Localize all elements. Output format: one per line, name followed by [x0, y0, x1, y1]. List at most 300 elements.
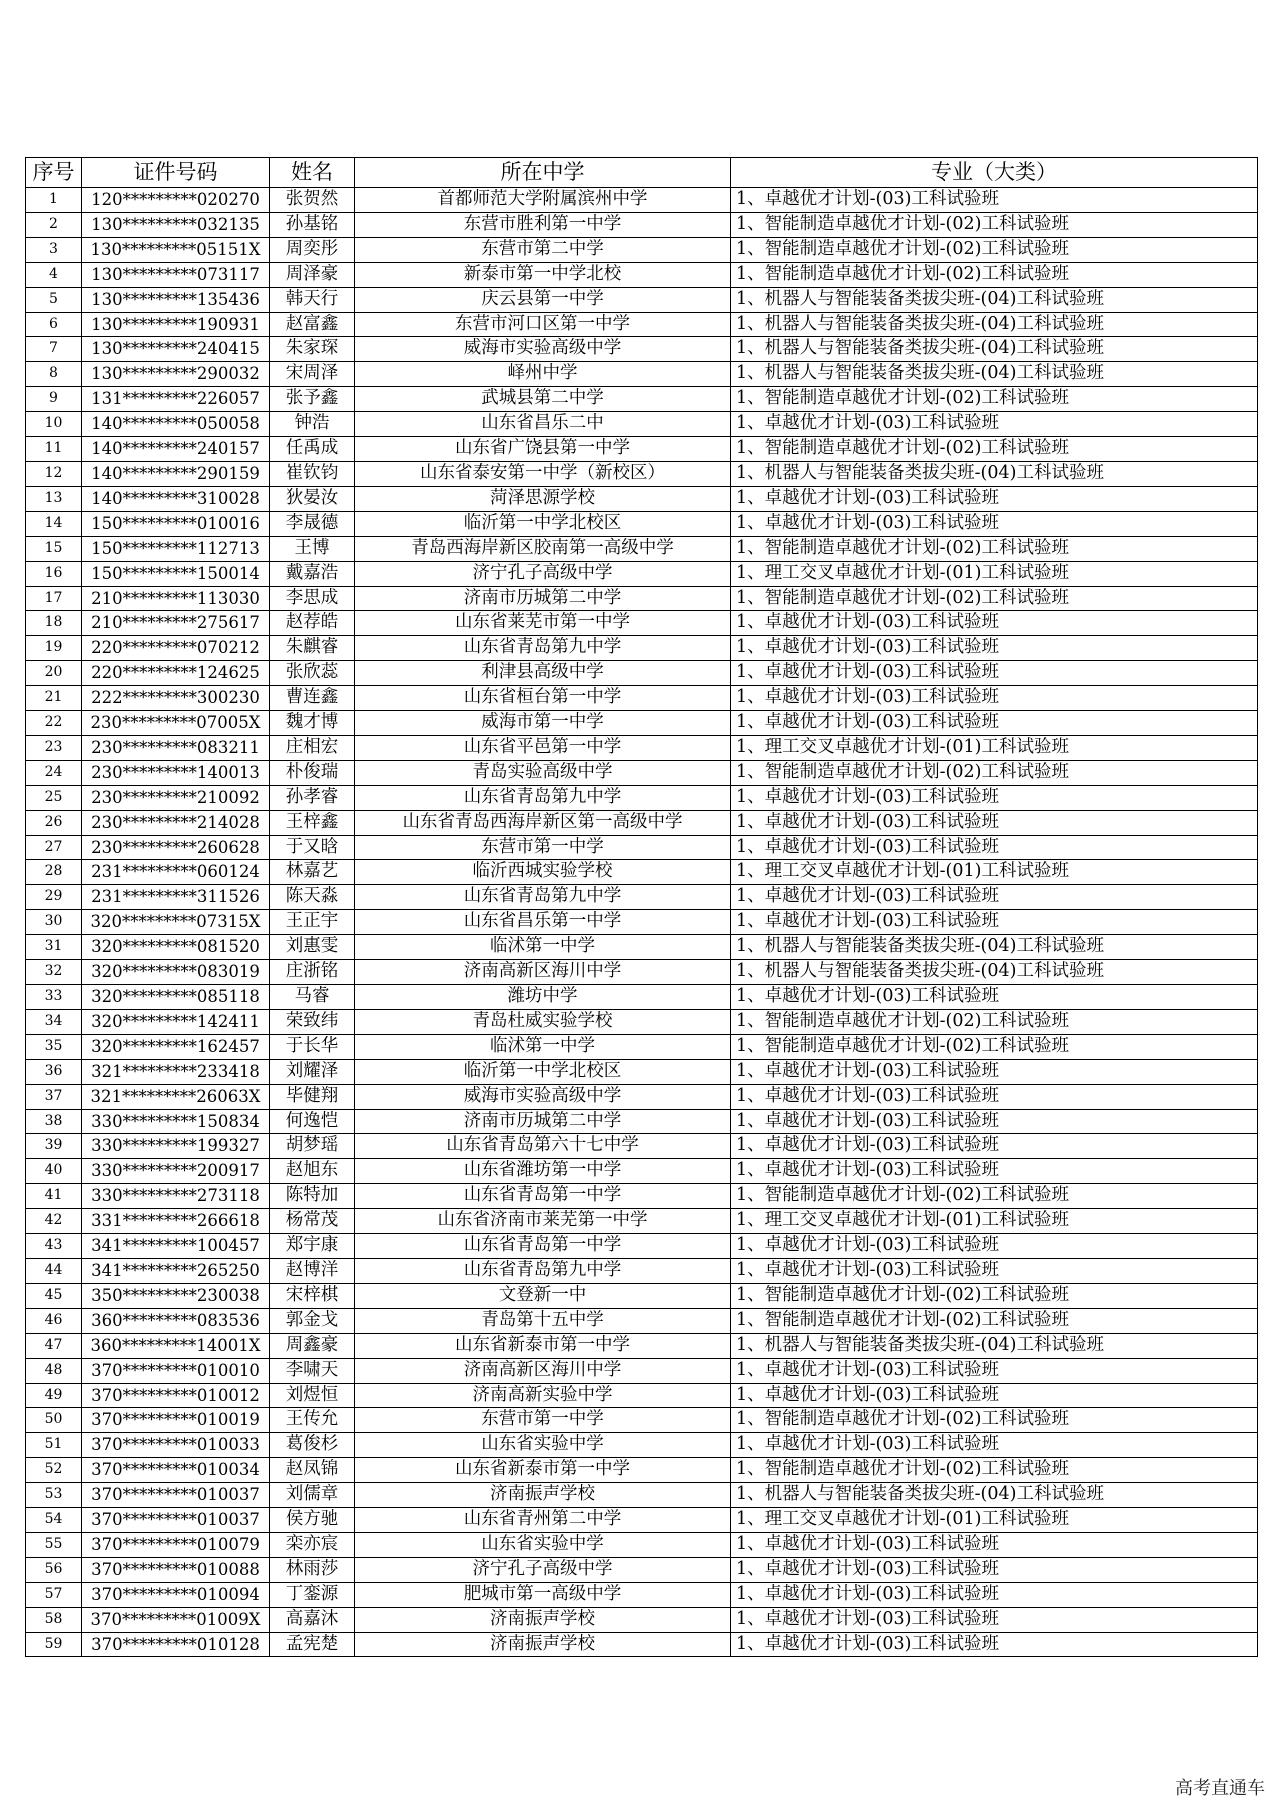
table-row — [26, 760, 1258, 785]
cell-id-number: 370*********010012 — [82, 1383, 270, 1408]
cell-name: 于长华 — [270, 1034, 355, 1059]
cell-major: 1、智能制造卓越优才计划-(02)工科试验班 — [731, 1034, 1258, 1059]
cell-name: 赵富鑫 — [270, 312, 355, 337]
cell-major: 1、卓越优才计划-(03)工科试验班 — [731, 1433, 1258, 1458]
cell-id-number: 230*********083211 — [82, 735, 270, 760]
cell-major: 1、卓越优才计划-(03)工科试验班 — [731, 1134, 1258, 1159]
cell-id-number: 330*********273118 — [82, 1184, 270, 1209]
cell-name: 刘煜恒 — [270, 1383, 355, 1408]
cell-major: 1、智能制造卓越优才计划-(02)工科试验班 — [731, 1308, 1258, 1333]
cell-seq: 2 — [26, 212, 82, 237]
cell-seq: 39 — [26, 1134, 82, 1159]
cell-major: 1、卓越优才计划-(03)工科试验班 — [731, 810, 1258, 835]
cell-school: 青岛杜威实验学校 — [355, 1009, 731, 1034]
cell-name: 周泽豪 — [270, 262, 355, 287]
cell-name: 崔钦钧 — [270, 461, 355, 486]
cell-major: 1、卓越优才计划-(03)工科试验班 — [731, 661, 1258, 686]
cell-major: 1、卓越优才计划-(03)工科试验班 — [731, 1084, 1258, 1109]
cell-seq: 48 — [26, 1358, 82, 1383]
cell-seq: 18 — [26, 611, 82, 636]
cell-name: 朱家琛 — [270, 337, 355, 362]
cell-id-number: 210*********275617 — [82, 611, 270, 636]
cell-name: 刘惠雯 — [270, 935, 355, 960]
cell-seq: 16 — [26, 561, 82, 586]
cell-id-number: 320*********07315X — [82, 910, 270, 935]
cell-school: 临沂西城实验学校 — [355, 860, 731, 885]
cell-seq: 10 — [26, 412, 82, 437]
cell-seq: 53 — [26, 1483, 82, 1508]
cell-major: 1、卓越优才计划-(03)工科试验班 — [731, 412, 1258, 437]
cell-school: 文登新一中 — [355, 1283, 731, 1308]
cell-id-number: 360*********14001X — [82, 1333, 270, 1358]
table-row — [26, 212, 1258, 237]
cell-school: 山东省泰安第一中学（新校区） — [355, 461, 731, 486]
cell-school: 临沭第一中学 — [355, 1034, 731, 1059]
cell-id-number: 321*********233418 — [82, 1059, 270, 1084]
table-row — [26, 461, 1258, 486]
cell-school: 山东省青岛第六十七中学 — [355, 1134, 731, 1159]
cell-seq: 28 — [26, 860, 82, 885]
cell-seq: 56 — [26, 1557, 82, 1582]
cell-id-number: 320*********085118 — [82, 985, 270, 1010]
cell-name: 周鑫豪 — [270, 1333, 355, 1358]
cell-id-number: 140*********240157 — [82, 437, 270, 462]
cell-school: 山东省济南市莱芜第一中学 — [355, 1209, 731, 1234]
cell-major: 1、智能制造卓越优才计划-(02)工科试验班 — [731, 586, 1258, 611]
cell-major: 1、卓越优才计划-(03)工科试验班 — [731, 1582, 1258, 1607]
cell-major: 1、卓越优才计划-(03)工科试验班 — [731, 1632, 1258, 1657]
cell-seq: 27 — [26, 835, 82, 860]
cell-major: 1、卓越优才计划-(03)工科试验班 — [731, 188, 1258, 213]
header-school: 所在中学 — [355, 158, 731, 188]
cell-seq: 44 — [26, 1258, 82, 1283]
cell-id-number: 370*********010037 — [82, 1508, 270, 1533]
cell-major: 1、智能制造卓越优才计划-(02)工科试验班 — [731, 237, 1258, 262]
cell-school: 山东省青岛第一中学 — [355, 1234, 731, 1259]
table-row — [26, 1358, 1258, 1383]
table-row — [26, 1109, 1258, 1134]
cell-school: 庆云县第一中学 — [355, 287, 731, 312]
cell-school: 东营市第一中学 — [355, 835, 731, 860]
cell-school: 青岛第十五中学 — [355, 1308, 731, 1333]
cell-seq: 30 — [26, 910, 82, 935]
cell-major: 1、卓越优才计划-(03)工科试验班 — [731, 1234, 1258, 1259]
cell-major: 1、卓越优才计划-(03)工科试验班 — [731, 785, 1258, 810]
table-row — [26, 860, 1258, 885]
cell-name: 侯方驰 — [270, 1508, 355, 1533]
cell-name: 宋周泽 — [270, 362, 355, 387]
cell-school: 山东省实验中学 — [355, 1433, 731, 1458]
cell-name: 庄浙铭 — [270, 960, 355, 985]
cell-school: 山东省新泰市第一中学 — [355, 1333, 731, 1358]
cell-school: 济南市历城第二中学 — [355, 1109, 731, 1134]
cell-seq: 13 — [26, 486, 82, 511]
cell-seq: 17 — [26, 586, 82, 611]
cell-seq: 24 — [26, 760, 82, 785]
cell-name: 郭金戈 — [270, 1308, 355, 1333]
cell-id-number: 120*********020270 — [82, 188, 270, 213]
table-row — [26, 1034, 1258, 1059]
cell-id-number: 140*********050058 — [82, 412, 270, 437]
cell-school: 临沭第一中学 — [355, 935, 731, 960]
cell-seq: 45 — [26, 1283, 82, 1308]
cell-seq: 8 — [26, 362, 82, 387]
cell-name: 林雨莎 — [270, 1557, 355, 1582]
table-header-row — [26, 158, 1258, 188]
cell-name: 魏才博 — [270, 711, 355, 736]
cell-id-number: 220*********124625 — [82, 661, 270, 686]
cell-major: 1、卓越优才计划-(03)工科试验班 — [731, 1383, 1258, 1408]
cell-id-number: 222*********300230 — [82, 686, 270, 711]
cell-id-number: 130*********240415 — [82, 337, 270, 362]
cell-name: 曹连鑫 — [270, 686, 355, 711]
cell-major: 1、卓越优才计划-(03)工科试验班 — [731, 910, 1258, 935]
cell-seq: 35 — [26, 1034, 82, 1059]
table-row — [26, 1557, 1258, 1582]
cell-school: 威海市实验高级中学 — [355, 1084, 731, 1109]
table-row — [26, 237, 1258, 262]
table-row — [26, 1433, 1258, 1458]
cell-major: 1、智能制造卓越优才计划-(02)工科试验班 — [731, 760, 1258, 785]
cell-school: 东营市第二中学 — [355, 237, 731, 262]
table-row — [26, 1532, 1258, 1557]
cell-major: 1、智能制造卓越优才计划-(02)工科试验班 — [731, 1408, 1258, 1433]
cell-seq: 54 — [26, 1508, 82, 1533]
cell-id-number: 150*********112713 — [82, 536, 270, 561]
cell-seq: 43 — [26, 1234, 82, 1259]
cell-name: 赵荐皓 — [270, 611, 355, 636]
cell-id-number: 370*********010037 — [82, 1483, 270, 1508]
cell-seq: 34 — [26, 1009, 82, 1034]
cell-name: 丁銮源 — [270, 1582, 355, 1607]
table-row — [26, 486, 1258, 511]
cell-name: 葛俊杉 — [270, 1433, 355, 1458]
table-row — [26, 1184, 1258, 1209]
cell-name: 张欣蕊 — [270, 661, 355, 686]
cell-major: 1、智能制造卓越优才计划-(02)工科试验班 — [731, 1283, 1258, 1308]
cell-seq: 40 — [26, 1159, 82, 1184]
cell-school: 山东省平邑第一中学 — [355, 735, 731, 760]
table-row — [26, 1632, 1258, 1657]
cell-seq: 25 — [26, 785, 82, 810]
cell-school: 山东省广饶县第一中学 — [355, 437, 731, 462]
cell-id-number: 341*********100457 — [82, 1234, 270, 1259]
cell-school: 武城县第二中学 — [355, 387, 731, 412]
cell-id-number: 320*********083019 — [82, 960, 270, 985]
cell-school: 山东省青州第二中学 — [355, 1508, 731, 1533]
cell-name: 李晟德 — [270, 511, 355, 536]
cell-school: 山东省青岛第九中学 — [355, 885, 731, 910]
table-row — [26, 1458, 1258, 1483]
cell-id-number: 330*********150834 — [82, 1109, 270, 1134]
cell-major: 1、机器人与智能装备类拔尖班-(04)工科试验班 — [731, 337, 1258, 362]
cell-id-number: 230*********07005X — [82, 711, 270, 736]
cell-seq: 46 — [26, 1308, 82, 1333]
cell-seq: 37 — [26, 1084, 82, 1109]
cell-name: 庄相宏 — [270, 735, 355, 760]
table-row — [26, 1508, 1258, 1533]
cell-school: 山东省青岛西海岸新区第一高级中学 — [355, 810, 731, 835]
cell-id-number: 320*********081520 — [82, 935, 270, 960]
cell-name: 林嘉艺 — [270, 860, 355, 885]
cell-id-number: 320*********142411 — [82, 1009, 270, 1034]
cell-major: 1、理工交叉卓越优才计划-(01)工科试验班 — [731, 1508, 1258, 1533]
cell-school: 山东省桓台第一中学 — [355, 686, 731, 711]
cell-school: 肥城市第一高级中学 — [355, 1582, 731, 1607]
cell-name: 李思成 — [270, 586, 355, 611]
cell-seq: 26 — [26, 810, 82, 835]
table-body — [26, 188, 1258, 1657]
cell-id-number: 370*********010088 — [82, 1557, 270, 1582]
cell-major: 1、卓越优才计划-(03)工科试验班 — [731, 611, 1258, 636]
table-row — [26, 1333, 1258, 1358]
cell-id-number: 370*********010033 — [82, 1433, 270, 1458]
cell-id-number: 231*********311526 — [82, 885, 270, 910]
cell-name: 张予鑫 — [270, 387, 355, 412]
table-row — [26, 1308, 1258, 1333]
table-row — [26, 1383, 1258, 1408]
cell-name: 赵凤锦 — [270, 1458, 355, 1483]
cell-id-number: 230*********210092 — [82, 785, 270, 810]
cell-major: 1、卓越优才计划-(03)工科试验班 — [731, 1358, 1258, 1383]
cell-id-number: 130*********073117 — [82, 262, 270, 287]
cell-id-number: 130*********05151X — [82, 237, 270, 262]
cell-name: 李啸天 — [270, 1358, 355, 1383]
cell-school: 威海市第一中学 — [355, 711, 731, 736]
cell-name: 孙孝睿 — [270, 785, 355, 810]
table-row — [26, 1009, 1258, 1034]
cell-school: 利津县高级中学 — [355, 661, 731, 686]
cell-id-number: 130*********290032 — [82, 362, 270, 387]
cell-seq: 19 — [26, 636, 82, 661]
cell-seq: 9 — [26, 387, 82, 412]
table-row — [26, 735, 1258, 760]
table-row — [26, 536, 1258, 561]
cell-major: 1、卓越优才计划-(03)工科试验班 — [731, 1607, 1258, 1632]
cell-major: 1、机器人与智能装备类拔尖班-(04)工科试验班 — [731, 287, 1258, 312]
cell-id-number: 130*********190931 — [82, 312, 270, 337]
cell-seq: 42 — [26, 1209, 82, 1234]
cell-seq: 23 — [26, 735, 82, 760]
cell-seq: 36 — [26, 1059, 82, 1084]
cell-major: 1、机器人与智能装备类拔尖班-(04)工科试验班 — [731, 960, 1258, 985]
cell-seq: 49 — [26, 1383, 82, 1408]
table-row — [26, 387, 1258, 412]
table-row — [26, 636, 1258, 661]
cell-school: 青岛实验高级中学 — [355, 760, 731, 785]
cell-seq: 29 — [26, 885, 82, 910]
cell-id-number: 370*********010079 — [82, 1532, 270, 1557]
cell-major: 1、智能制造卓越优才计划-(02)工科试验班 — [731, 1184, 1258, 1209]
cell-major: 1、机器人与智能装备类拔尖班-(04)工科试验班 — [731, 312, 1258, 337]
cell-seq: 38 — [26, 1109, 82, 1134]
cell-major: 1、机器人与智能装备类拔尖班-(04)工科试验班 — [731, 935, 1258, 960]
cell-id-number: 220*********070212 — [82, 636, 270, 661]
cell-major: 1、卓越优才计划-(03)工科试验班 — [731, 1159, 1258, 1184]
cell-name: 高嘉沐 — [270, 1607, 355, 1632]
table-row — [26, 810, 1258, 835]
table-row — [26, 985, 1258, 1010]
cell-major: 1、理工交叉卓越优才计划-(01)工科试验班 — [731, 735, 1258, 760]
cell-seq: 33 — [26, 985, 82, 1010]
table-row — [26, 1159, 1258, 1184]
cell-school: 山东省莱芜市第一中学 — [355, 611, 731, 636]
cell-school: 山东省青岛第九中学 — [355, 636, 731, 661]
table-row — [26, 1084, 1258, 1109]
cell-seq: 14 — [26, 511, 82, 536]
cell-name: 赵旭东 — [270, 1159, 355, 1184]
cell-name: 任禹成 — [270, 437, 355, 462]
cell-seq: 47 — [26, 1333, 82, 1358]
cell-id-number: 331*********266618 — [82, 1209, 270, 1234]
cell-major: 1、智能制造卓越优才计划-(02)工科试验班 — [731, 437, 1258, 462]
cell-major: 1、智能制造卓越优才计划-(02)工科试验班 — [731, 387, 1258, 412]
table-row — [26, 711, 1258, 736]
cell-major: 1、智能制造卓越优才计划-(02)工科试验班 — [731, 212, 1258, 237]
table-row — [26, 561, 1258, 586]
table-row — [26, 960, 1258, 985]
table-row — [26, 785, 1258, 810]
cell-id-number: 230*********260628 — [82, 835, 270, 860]
cell-major: 1、理工交叉卓越优才计划-(01)工科试验班 — [731, 1209, 1258, 1234]
cell-school: 青岛西海岸新区胶南第一高级中学 — [355, 536, 731, 561]
table-row — [26, 910, 1258, 935]
cell-id-number: 150*********010016 — [82, 511, 270, 536]
cell-major: 1、智能制造卓越优才计划-(02)工科试验班 — [731, 536, 1258, 561]
table-row — [26, 412, 1258, 437]
table-row — [26, 1059, 1258, 1084]
cell-major: 1、机器人与智能装备类拔尖班-(04)工科试验班 — [731, 362, 1258, 387]
cell-school: 首都师范大学附属滨州中学 — [355, 188, 731, 213]
cell-name: 钟浩 — [270, 412, 355, 437]
cell-major: 1、机器人与智能装备类拔尖班-(04)工科试验班 — [731, 461, 1258, 486]
table-row — [26, 885, 1258, 910]
cell-school: 新泰市第一中学北校 — [355, 262, 731, 287]
cell-major: 1、理工交叉卓越优才计划-(01)工科试验班 — [731, 860, 1258, 885]
watermark-text: 高考直通车 — [1175, 1778, 1265, 1799]
cell-major: 1、智能制造卓越优才计划-(02)工科试验班 — [731, 1009, 1258, 1034]
table-row — [26, 586, 1258, 611]
cell-major: 1、智能制造卓越优才计划-(02)工科试验班 — [731, 262, 1258, 287]
cell-name: 何逸恺 — [270, 1109, 355, 1134]
cell-name: 王博 — [270, 536, 355, 561]
cell-name: 周奕彤 — [270, 237, 355, 262]
cell-major: 1、卓越优才计划-(03)工科试验班 — [731, 711, 1258, 736]
cell-id-number: 140*********310028 — [82, 486, 270, 511]
cell-id-number: 370*********010128 — [82, 1632, 270, 1657]
cell-name: 毕健翔 — [270, 1084, 355, 1109]
cell-major: 1、智能制造卓越优才计划-(02)工科试验班 — [731, 1458, 1258, 1483]
cell-id-number: 131*********226057 — [82, 387, 270, 412]
cell-name: 张贺然 — [270, 188, 355, 213]
cell-school: 山东省实验中学 — [355, 1532, 731, 1557]
cell-id-number: 330*********199327 — [82, 1134, 270, 1159]
cell-id-number: 150*********150014 — [82, 561, 270, 586]
cell-school: 山东省青岛第九中学 — [355, 785, 731, 810]
cell-name: 郑宇康 — [270, 1234, 355, 1259]
cell-seq: 1 — [26, 188, 82, 213]
cell-name: 韩天行 — [270, 287, 355, 312]
cell-school: 山东省新泰市第一中学 — [355, 1458, 731, 1483]
cell-seq: 15 — [26, 536, 82, 561]
cell-seq: 59 — [26, 1632, 82, 1657]
cell-id-number: 321*********26063X — [82, 1084, 270, 1109]
cell-name: 朴俊瑞 — [270, 760, 355, 785]
cell-seq: 6 — [26, 312, 82, 337]
cell-major: 1、机器人与智能装备类拔尖班-(04)工科试验班 — [731, 1333, 1258, 1358]
cell-name: 马睿 — [270, 985, 355, 1010]
cell-school: 济宁孔子高级中学 — [355, 1557, 731, 1582]
table-row — [26, 1283, 1258, 1308]
cell-school: 东营市第一中学 — [355, 1408, 731, 1433]
cell-name: 刘耀泽 — [270, 1059, 355, 1084]
cell-major: 1、卓越优才计划-(03)工科试验班 — [731, 1557, 1258, 1582]
cell-seq: 3 — [26, 237, 82, 262]
table-row — [26, 1483, 1258, 1508]
cell-school: 山东省潍坊第一中学 — [355, 1159, 731, 1184]
cell-id-number: 360*********083536 — [82, 1308, 270, 1333]
cell-major: 1、卓越优才计划-(03)工科试验班 — [731, 636, 1258, 661]
cell-school: 临沂第一中学北校区 — [355, 1059, 731, 1084]
cell-major: 1、卓越优才计划-(03)工科试验班 — [731, 885, 1258, 910]
cell-id-number: 231*********060124 — [82, 860, 270, 885]
cell-seq: 55 — [26, 1532, 82, 1557]
cell-major: 1、卓越优才计划-(03)工科试验班 — [731, 1059, 1258, 1084]
cell-seq: 11 — [26, 437, 82, 462]
cell-major: 1、卓越优才计划-(03)工科试验班 — [731, 486, 1258, 511]
cell-name: 王正宇 — [270, 910, 355, 935]
table-row — [26, 835, 1258, 860]
header-id-number: 证件号码 — [82, 158, 270, 188]
table-row — [26, 1209, 1258, 1234]
cell-id-number: 350*********230038 — [82, 1283, 270, 1308]
cell-school: 山东省昌乐第一中学 — [355, 910, 731, 935]
table-row — [26, 437, 1258, 462]
cell-major: 1、卓越优才计划-(03)工科试验班 — [731, 835, 1258, 860]
cell-school: 山东省青岛第一中学 — [355, 1184, 731, 1209]
cell-id-number: 370*********010094 — [82, 1582, 270, 1607]
table-row — [26, 262, 1258, 287]
cell-name: 陈特加 — [270, 1184, 355, 1209]
table-row — [26, 511, 1258, 536]
cell-school: 济南高新区海川中学 — [355, 1358, 731, 1383]
cell-major: 1、机器人与智能装备类拔尖班-(04)工科试验班 — [731, 1483, 1258, 1508]
cell-school: 济南振声学校 — [355, 1607, 731, 1632]
table-row — [26, 1408, 1258, 1433]
cell-major: 1、卓越优才计划-(03)工科试验班 — [731, 1109, 1258, 1134]
table-row — [26, 661, 1258, 686]
cell-school: 济南高新实验中学 — [355, 1383, 731, 1408]
cell-school: 临沂第一中学北校区 — [355, 511, 731, 536]
cell-id-number: 370*********010019 — [82, 1408, 270, 1433]
cell-school: 潍坊中学 — [355, 985, 731, 1010]
cell-school: 济宁孔子高级中学 — [355, 561, 731, 586]
cell-school: 济南市历城第二中学 — [355, 586, 731, 611]
cell-school: 东营市河口区第一中学 — [355, 312, 731, 337]
cell-id-number: 370*********01009X — [82, 1607, 270, 1632]
cell-name: 杨常茂 — [270, 1209, 355, 1234]
cell-id-number: 130*********032135 — [82, 212, 270, 237]
cell-school: 济南振声学校 — [355, 1483, 731, 1508]
cell-name: 刘儒章 — [270, 1483, 355, 1508]
cell-name: 栾亦宸 — [270, 1532, 355, 1557]
cell-id-number: 130*********135436 — [82, 287, 270, 312]
cell-school: 东营市胜利第一中学 — [355, 212, 731, 237]
cell-id-number: 230*********214028 — [82, 810, 270, 835]
cell-major: 1、卓越优才计划-(03)工科试验班 — [731, 1532, 1258, 1557]
cell-name: 胡梦瑶 — [270, 1134, 355, 1159]
cell-seq: 22 — [26, 711, 82, 736]
